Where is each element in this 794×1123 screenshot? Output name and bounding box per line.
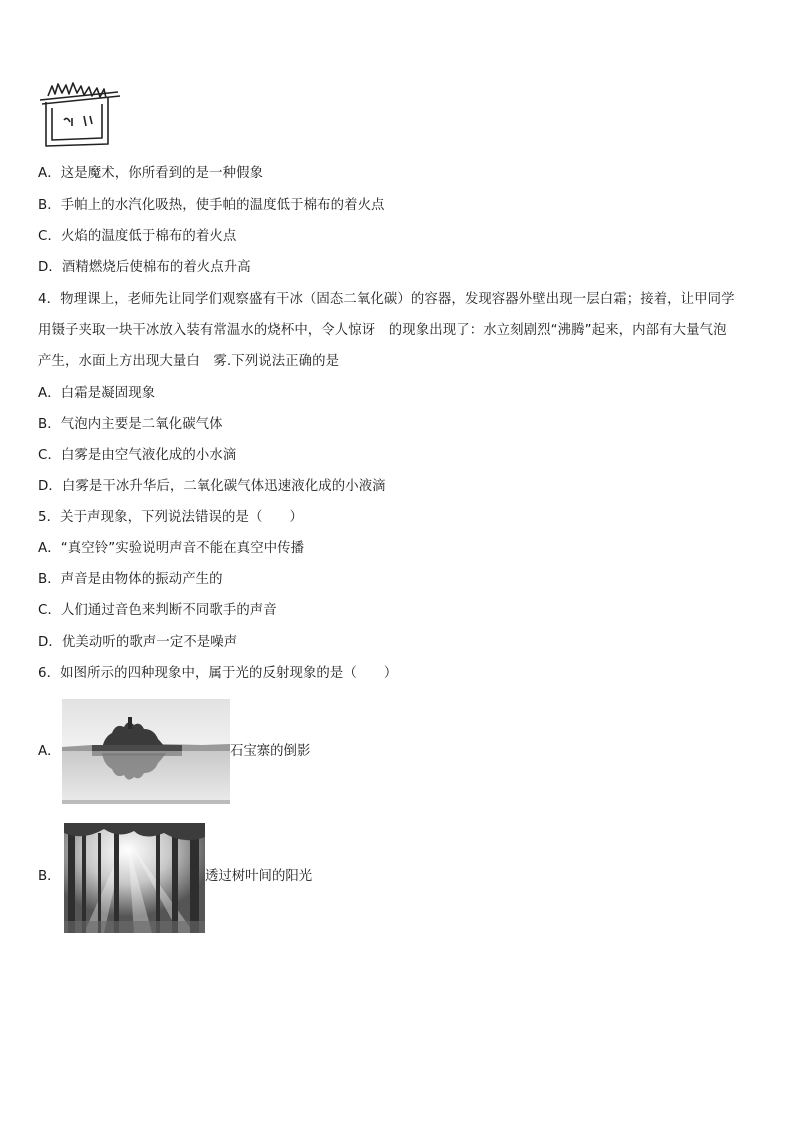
q4-stem-line-2: 用镊子夹取一块干冰放入装有常温水的烧杯中，令人惊讶 的现象出现了：水立刻剧烈“沸腾”起来，内部有大量气泡	[38, 323, 727, 338]
sunlight-through-trees-photo	[64, 823, 205, 933]
q6-option-b-label: B．	[38, 869, 61, 884]
q6-stem: 6．如图所示的四种现象中，属于光的反射现象的是（ ）	[38, 666, 398, 681]
q4-option-a: A．白霜是凝固现象	[38, 386, 156, 401]
q5-option-d: D．优美动听的歌声一定不是噪声	[38, 635, 238, 650]
q4-option-d: D．白雾是干冰升华后，二氧化碳气体迅速液化成的小液滴	[38, 479, 386, 494]
burning-handkerchief-figure	[34, 80, 124, 152]
q4-option-c: C．白雾是由空气液化成的小水滴	[38, 448, 237, 463]
q4-option-b: B．气泡内主要是二氧化碳气体	[38, 417, 223, 432]
q3-option-d: D．酒精燃烧后使棉布的着火点升高	[38, 260, 251, 275]
q3-option-b: B．手帕上的水汽化吸热，使手帕的温度低于棉布的着火点	[38, 198, 385, 213]
q5-option-c: C．人们通过音色来判断不同歌手的声音	[38, 603, 277, 618]
q5-option-a: A．“真空铃”实验说明声音不能在真空中传播	[38, 541, 305, 556]
shibaozhai-reflection-photo	[62, 699, 230, 804]
q5-option-b: B．声音是由物体的振动产生的	[38, 572, 223, 587]
q4-stem-line-1: 4．物理课上，老师先让同学们观察盛有干冰（固态二氧化碳）的容器，发现容器外壁出现一层白霜；接着，让甲同学	[38, 292, 735, 307]
q6-option-a-label: A．	[38, 744, 61, 759]
q3-option-c: C．火焰的温度低于棉布的着火点	[38, 229, 237, 244]
q6-option-b-caption: 透过树叶间的阳光	[205, 869, 313, 884]
q5-stem: 5．关于声现象，下列说法错误的是（ ）	[38, 510, 303, 525]
q6-option-a-caption: 石宝寨的倒影	[230, 744, 311, 759]
q4-stem-line-3: 产生，水面上方出现大量白 雾.下列说法正确的是	[38, 354, 340, 369]
q3-option-a: A．这是魔术，你所看到的是一种假象	[38, 166, 264, 181]
